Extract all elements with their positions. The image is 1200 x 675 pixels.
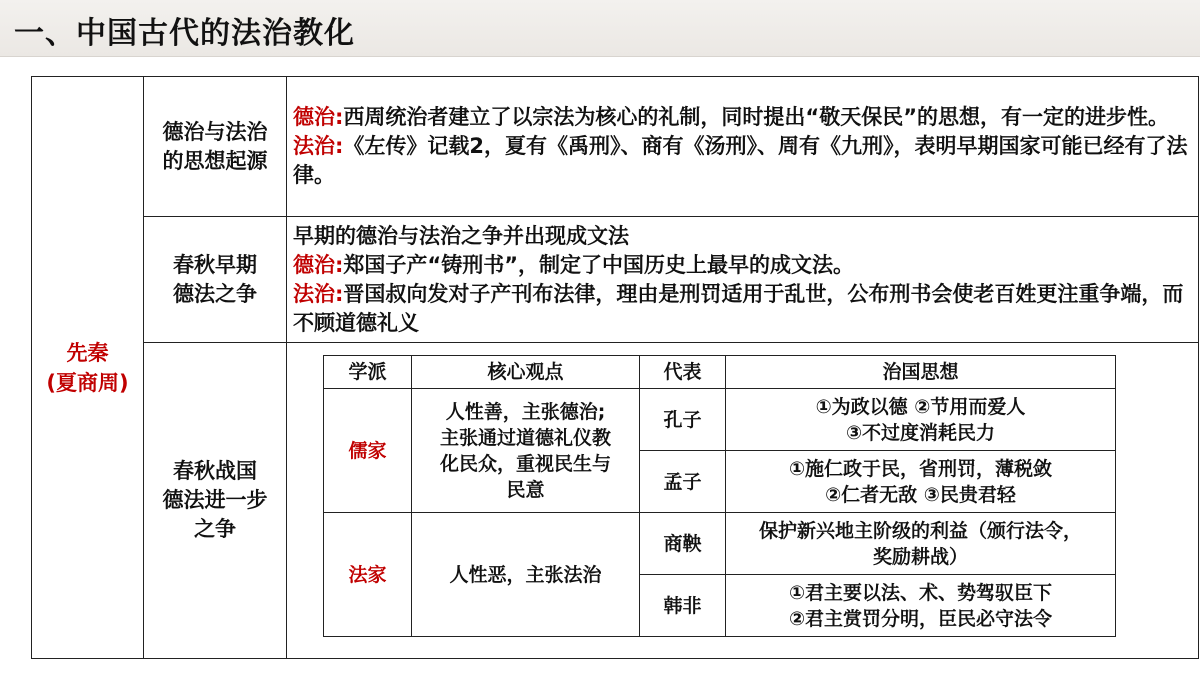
view-line: 化民众，重视民生与 (439, 452, 611, 475)
row-early-spring-autumn (32, 217, 1199, 343)
topic-line: 的思想起源 (162, 148, 268, 173)
view-line: 主张通过道德礼仪教 (439, 426, 611, 449)
rep-mengzi: 孟子 (640, 451, 726, 513)
rep-shangyang: 商鞅 (640, 513, 726, 575)
idea-line: ②君主赏罚分明，臣民必守法令 (788, 607, 1053, 630)
view-line: 民意 (506, 478, 545, 501)
idea-line: 奖励耕战） (872, 545, 968, 568)
title-bar (0, 0, 1200, 57)
idea-line: ①施仁政于民，省刑罚，薄税敛 (788, 457, 1053, 480)
idea-shangyang (726, 513, 1116, 575)
era-cell (32, 77, 144, 659)
topic-warring (144, 343, 287, 659)
idea-line: ③不过度消耗民力 (845, 421, 996, 444)
content-line (293, 103, 1192, 132)
view-line: 人性善，主张德治; (445, 400, 606, 423)
content-early (287, 217, 1199, 343)
label-fazhi: 法治: (293, 281, 344, 306)
content-line (293, 132, 1192, 190)
rep-kongzi: 孔子 (640, 389, 726, 451)
content-table (31, 76, 1199, 659)
idea-hanfei (726, 575, 1116, 637)
topic-line: 春秋早期 (173, 252, 257, 277)
row-shangyang (324, 513, 1116, 575)
schools-header-row (324, 356, 1116, 389)
line-text: 《左传》记载2，夏有《禹刑》、商有《汤刑》、周有《九刑》，表明早期国家可能已经有了法律。 (293, 134, 1188, 187)
view-confucian (412, 389, 640, 513)
header-view: 核心观点 (412, 356, 640, 389)
content-heading: 早期的德治与法治之争并出现成文法 (293, 223, 629, 248)
page-title: 一、中国古代的法治教化 (14, 16, 355, 51)
row-warring-states (32, 343, 1199, 659)
line-text: 晋国叔向发对子产刊布法律，理由是刑罚适用于乱世，公布刑书会使老百姓更注重争端，而不顾道德礼义 (293, 281, 1184, 335)
line-text: 西周统治者建立了以宗法为核心的礼制，同时提出“敬天保民”的思想，有一定的进步性。 (343, 105, 1170, 129)
idea-line: ②仁者无敌 ③民贵君轻 (825, 483, 1016, 506)
content-line (293, 280, 1192, 338)
schools-cell (287, 343, 1199, 659)
content-line (293, 251, 1192, 280)
label-dezhi: 德治: (293, 105, 344, 129)
header-idea: 治国思想 (726, 356, 1116, 389)
idea-line: ①为政以德 ②节用而爱人 (815, 395, 1026, 418)
row-confucius (324, 389, 1116, 451)
header-school: 学派 (324, 356, 412, 389)
topic-line: 德治与法治 (162, 119, 268, 144)
line-text: 郑国子产“铸刑书”，制定了中国历史上最早的成文法。 (343, 252, 855, 277)
era-name: 先秦 (66, 340, 109, 365)
era-sub: (夏商周) (46, 370, 129, 395)
label-fazhi: 法治: (293, 134, 344, 158)
schools-table (323, 355, 1116, 637)
topic-line: 德法之争 (173, 281, 257, 306)
topic-line: 德法进一步 (162, 488, 268, 512)
header-rep: 代表 (640, 356, 726, 389)
school-legalist: 法家 (324, 513, 412, 637)
idea-line: ①君主要以法、术、势驾驭臣下 (788, 581, 1053, 604)
idea-kongzi (726, 389, 1116, 451)
rep-hanfei: 韩非 (640, 575, 726, 637)
view-legalist: 人性恶，主张法治 (412, 513, 640, 637)
school-confucian: 儒家 (324, 389, 412, 513)
content-origin (287, 77, 1199, 217)
idea-mengzi (726, 451, 1116, 513)
topic-line: 之争 (194, 517, 236, 541)
label-dezhi: 德治: (293, 252, 344, 277)
row-origin (32, 77, 1199, 217)
topic-origin (144, 77, 287, 217)
idea-line: 保护新兴地主阶级的利益（颁行法令， (758, 519, 1082, 542)
topic-line: 春秋战国 (173, 459, 257, 483)
topic-early (144, 217, 287, 343)
